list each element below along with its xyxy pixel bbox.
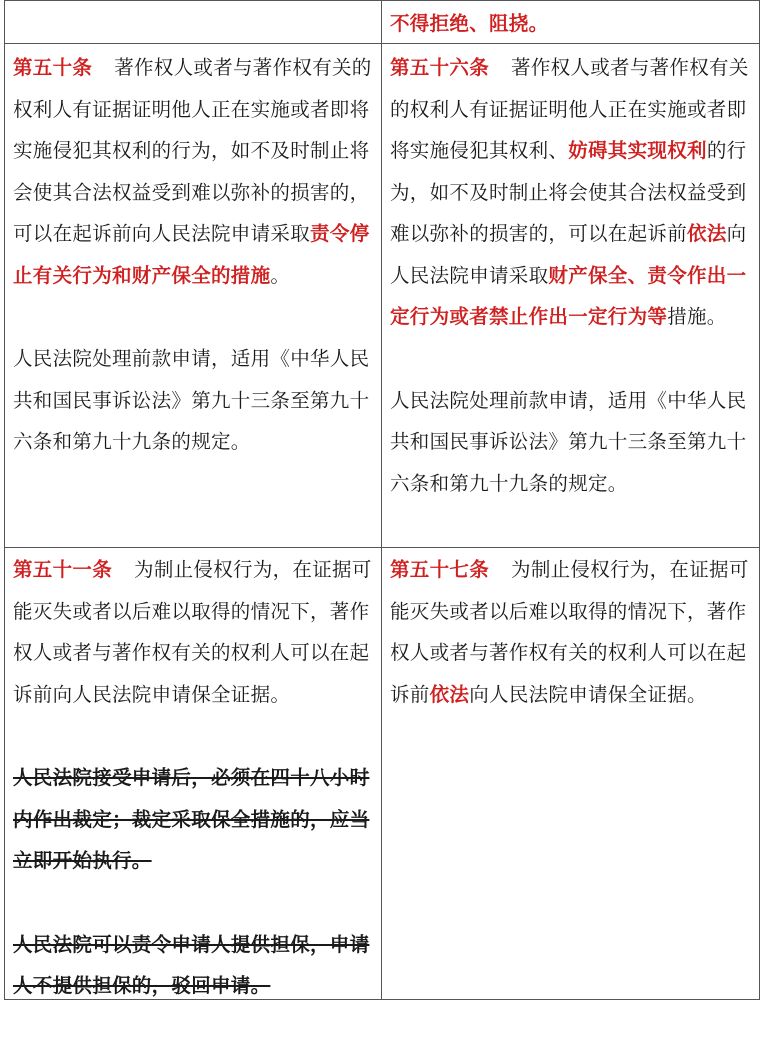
highlighted-text: 依法 bbox=[429, 682, 470, 706]
row0-right-cell bbox=[390, 3, 756, 45]
article-text: 为制止侵权行为，在证据可能灭失或者以后难以取得的情况下，著作权人或者与著作权有关的权利人可以在起诉前 bbox=[390, 558, 749, 706]
article-text: 向人民法院申请采取 bbox=[390, 222, 747, 287]
article-50-paragraph-2: 人民法院处理前款申请，适用《中华人民共和国民事诉讼法》第九十三条至第九十六条和第九十九条的规定。 bbox=[13, 347, 370, 453]
row-divider bbox=[5, 547, 759, 548]
article-56-paragraph-1 bbox=[390, 47, 756, 338]
continued-text: 不得拒绝、阻挠。 bbox=[390, 12, 549, 35]
article-56-new bbox=[390, 47, 756, 504]
article-51-paragraph-1 bbox=[13, 549, 375, 715]
article-heading: 第五十一条 bbox=[13, 558, 113, 581]
highlighted-text: 责令停止有关行为和财产保全的措施 bbox=[13, 222, 370, 287]
article-57-new bbox=[390, 549, 756, 715]
highlighted-text: 依法 bbox=[687, 222, 727, 245]
article-51-old bbox=[13, 549, 375, 1007]
article-50-paragraph-1 bbox=[13, 47, 375, 296]
deleted-paragraph: 人民法院接受申请后，必须在四十八小时内作出裁定；裁定采取保全措施的，应当立即开始执行。 bbox=[13, 766, 370, 872]
article-57-paragraph-1 bbox=[390, 549, 756, 715]
article-heading: 第五十条 bbox=[13, 56, 93, 79]
article-text: 。 bbox=[270, 263, 291, 287]
article-text: 措施。 bbox=[667, 305, 727, 328]
article-text: 著作权人或者与著作权有关的权利人有证据证明他人正在实施或者即将实施侵犯其权利的行为，如不及时制止将会使其合法权益受到难以弥补的损害的，可以在起诉前向人民法院申请采取 bbox=[13, 56, 372, 245]
deleted-paragraph: 人民法院可以责令申请人提供担保，申请人不提供担保的，驳回申请。 bbox=[13, 932, 370, 997]
article-text: 向人民法院申请保全证据。 bbox=[469, 682, 707, 706]
article-text: 为制止侵权行为，在证据可能灭失或者以后难以取得的情况下，著作权人或者与著作权有关的权利人可以在起诉前向人民法院申请保全证据。 bbox=[13, 558, 372, 706]
column-divider bbox=[381, 1, 382, 999]
article-text: 著作权人或者与著作权有关的权利人有证据证明他人正在实施或者即将实施侵犯其权利、 bbox=[390, 56, 749, 162]
highlighted-text: 财产保全、责令作出一定行为或者禁止作出一定行为等 bbox=[390, 263, 747, 328]
article-50-old bbox=[13, 47, 375, 463]
highlighted-text: 妨碍其实现权利 bbox=[568, 139, 707, 162]
article-56-paragraph-2: 人民法院处理前款申请，适用《中华人民共和国民事诉讼法》第九十三条至第九十六条和第九十九条的规定。 bbox=[390, 388, 747, 495]
comparison-table bbox=[4, 0, 760, 1000]
article-heading: 第五十六条 bbox=[390, 56, 490, 79]
article-heading: 第五十七条 bbox=[390, 558, 490, 581]
article-text: 的行为，如不及时制止将会使其合法权益受到难以弥补的损害的，可以在起诉前 bbox=[390, 139, 747, 245]
